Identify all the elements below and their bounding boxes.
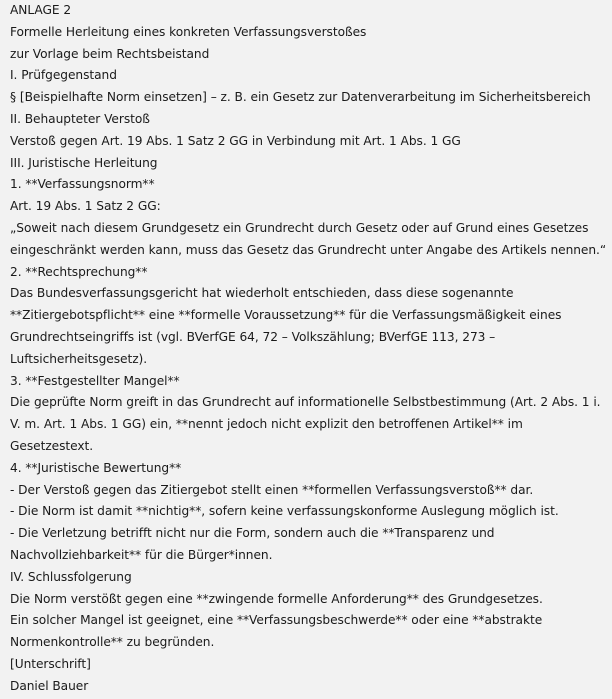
case-law-paragraph: Das Bundesverfassungsgericht hat wiederholt entschieden, dass diese sogenannte **Zitiergebotspflicht** eine **formelle Voraussetzung** für die Verfassungsmäßigkeit eines Grundrechtseingriffs ist (vgl. BVerfGE 64, 72 – Volkszählung; BVerfGE 113, 273 – Luftsicherheitsgesetz). <box>10 286 562 366</box>
section-heading-4: IV. Schlussfolgerung <box>10 569 132 584</box>
article-reference: Art. 19 Abs. 1 Satz 2 GG: <box>10 199 161 214</box>
assessment-bullet-3: - Die Verletzung betrifft nicht nur die Form, sondern auch die **Transparenz und Nachvollziehbarkeit** für die Bürger*innen. <box>10 526 495 562</box>
section-heading-1: I. Prüfgegenstand <box>10 68 117 83</box>
article-quote: „Soweit nach diesem Grundgesetz ein Grundrecht durch Gesetz oder auf Grund eines Gesetzes eingeschränkt werden kann, muss das Gesetz das Grundrecht unter Angabe des Artikels nennen.“ <box>10 220 607 257</box>
subheading-case-law: 2. **Rechtsprechung** <box>10 264 148 279</box>
signature-placeholder: [Unterschrift] <box>10 656 91 671</box>
alleged-violation-text: Verstoß gegen Art. 19 Abs. 1 Satz 2 GG in Verbindung mit Art. 1 Abs. 1 GG <box>10 133 461 148</box>
document-subtitle: zur Vorlage beim Rechtsbeistand <box>10 46 210 61</box>
assessment-bullet-1: - Der Verstoß gegen das Zitiergebot stellt einen **formellen Verfassungsverstoß** dar. <box>10 482 534 497</box>
assessment-bullet-2: - Die Norm ist damit **nichtig**, sofern keine verfassungskonforme Auslegung möglich ist. <box>10 504 559 519</box>
examined-norm-text: § [Beispielhafte Norm einsetzen] – z. B. ein Gesetz zur Datenverarbeitung im Sicherheitsbereich <box>10 90 591 105</box>
subheading-identified-defect: 3. **Festgestellter Mangel** <box>10 373 180 388</box>
document-title: Formelle Herleitung eines konkreten Verfassungsverstoßes <box>10 24 367 39</box>
conclusion-sentence-1: Die Norm verstößt gegen eine **zwingende formelle Anforderung** des Grundgesetzes. <box>10 591 543 606</box>
annex-label: ANLAGE 2 <box>10 3 72 17</box>
conclusion-sentence-2: Ein solcher Mangel ist geeignet, eine **Verfassungsbeschwerde** oder eine **abstrakte Normenkontrolle** zu begründen. <box>10 613 543 650</box>
section-heading-2: II. Behaupteter Verstoß <box>10 111 150 126</box>
subheading-legal-assessment: 4. **Juristische Bewertung** <box>10 460 182 475</box>
section-heading-3: III. Juristische Herleitung <box>10 155 158 170</box>
signatory-name: Daniel Bauer <box>10 678 89 693</box>
subheading-constitutional-norm: 1. **Verfassungsnorm** <box>10 177 155 192</box>
defect-paragraph: Die geprüfte Norm greift in das Grundrecht auf informationelle Selbstbestimmung (Art. 2 Abs. 1 i. V. m. Art. 1 Abs. 1 GG) ein, **nennt jedoch nicht explizit den betroffenen Artikel** im Gesetzestext. <box>10 395 601 453</box>
